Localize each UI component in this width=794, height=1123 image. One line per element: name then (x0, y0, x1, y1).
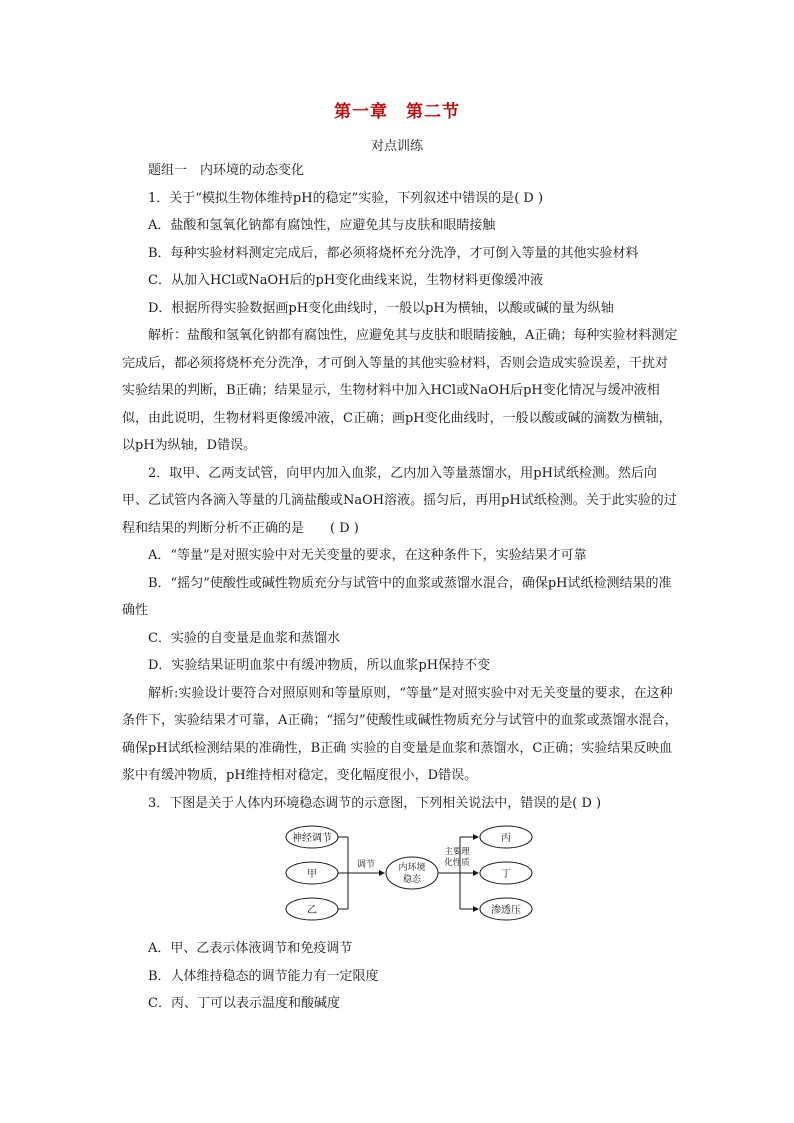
q3-option-c: C．丙、丁可以表示温度和酸碱度 (148, 996, 340, 1011)
page-subtitle: 对点训练 (370, 139, 423, 154)
node-yi-label: 乙 (307, 905, 317, 916)
q1-option-d: D．根据所得实验数据画pH变化曲线时，一般以pH为横轴，以酸或碱的量为纵轴 (148, 300, 614, 316)
q2-option-d: D．实验结果证明血浆中有缓冲物质，所以血浆pH保持不变 (148, 658, 491, 673)
q1-option-a: A．盐酸和氢氧化钠都有腐蚀性，应避免其与皮肤和眼睛接触 (148, 218, 496, 233)
q2-option-b: B．“摇匀”使酸性或碱性物质充分与试管中的血浆或蒸馏水混合，确保pH试纸检测结果的准确性 (122, 575, 672, 618)
homeostasis-diagram (282, 823, 567, 933)
node-homeostasis-line2: 稳态 (402, 875, 422, 885)
q2-analysis: 解析:实验设计要符合对照原则和等量原则，“等量”是对照实验中对无关变量的要求，在这种条件下，实验结果才可靠，A正确；“摇匀”使酸性或碱性物质充分与试管中的血浆或蒸馏水混合，确保pH试纸检测结果的准确性，B正确 实验的自变量是血浆和蒸馏水，C正确；实验结果反映血浆中有缓冲物质，pH维持相对稳定，变化幅度很小，D错误。 (122, 685, 678, 783)
question-1-stem: 1．关于“模拟生物体维持pH的稳定”实验，下列叙述中错误的是( D ) (148, 190, 544, 206)
node-osmotic-pressure-label: 渗透压 (491, 905, 521, 916)
props-label-line1: 主要理 (444, 847, 470, 857)
question-2-stem: 2．取甲、乙两支试管，向甲内加入血浆，乙内加入等量蒸馏水，用pH试纸检测。然后向甲、乙试管内各滴入等量的几滴盐酸或NaOH溶液。摇匀后，再用pH试纸检测。关于此实验的过程和结果的判断分析不正确的是 ( D ) (122, 465, 677, 536)
node-neural-regulation-label: 神经调节 (292, 833, 332, 844)
group-label: 题组一 内环境的动态变化 (148, 163, 305, 178)
node-ding-label: 丁 (501, 869, 511, 880)
props-label-line2: 化性质 (444, 858, 470, 868)
node-jia-label: 甲 (307, 869, 317, 880)
q1-option-c: C．从加入HCl或NaOH后的pH变化曲线来说，生物材料更像缓冲液 (148, 273, 544, 288)
q3-option-a: A．甲、乙表示体液调节和免疫调节 (148, 941, 353, 956)
regulate-label: 调节 (356, 860, 376, 870)
question-3-stem: 3．下图是关于人体内环境稳态调节的示意图，下列相关说法中，错误的是( D ) (148, 795, 602, 811)
q2-option-a: A．“等量”是对照实验中对无关变量的要求，在这种条件下，实验结果才可靠 (148, 548, 587, 563)
q2-option-c: C．实验的自变量是血浆和蒸馏水 (148, 630, 340, 646)
q1-analysis: 解析：盐酸和氢氧化钠都有腐蚀性，应避免其与皮肤和眼睛接触，A正确；每种实验材料测定完成后，都必须将烧杯充分洗净，才可倒入等量的其他实验材料，否则会造成实验误差，干扰对实验结果的判断，B正确；结果显示，生物材料中加入HCl或NaOH后pH变化情况与缓冲液相似，由此说明，生物材料更像缓冲液，C正确；画pH变化曲线时，一般以酸或碱的滴数为横轴，以pH为纵轴，D错误。 (122, 328, 678, 453)
q1-option-b: B．每种实验材料测定完成后，都必须将烧杯充分洗净，才可倒入等量的其他实验材料 (148, 245, 639, 261)
node-homeostasis-line1: 内环境 (398, 863, 426, 873)
node-bing-label: 丙 (501, 833, 511, 844)
page-title: 第一章 第二节 (334, 102, 460, 122)
q3-option-b: B．人体维持稳态的调节能力有一定限度 (148, 968, 379, 984)
document-body (122, 157, 678, 1018)
left-connector-lines (338, 837, 384, 909)
